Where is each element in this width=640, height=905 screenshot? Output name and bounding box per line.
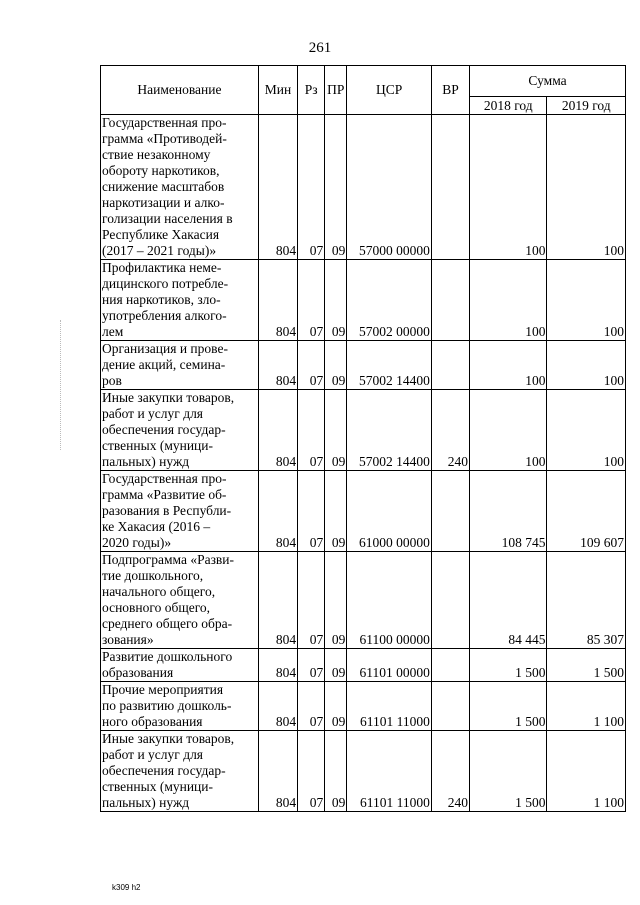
table-row xyxy=(101,552,626,649)
page-number: 261 xyxy=(308,40,332,56)
row-name-line: наркотизации и алко- xyxy=(102,195,225,210)
row-pr: 09 xyxy=(325,682,347,731)
row-name xyxy=(101,552,259,649)
row-amount-2019: 1 100 xyxy=(547,731,626,812)
row-name-line: Республике Хакасия xyxy=(102,227,220,242)
row-name xyxy=(101,115,259,260)
row-name-line: обороту наркотиков, xyxy=(102,163,220,178)
row-name-line: ствие незаконному xyxy=(102,147,211,162)
row-name-line: работ и услуг для xyxy=(102,747,204,762)
row-name-line: разования в Республи- xyxy=(102,503,232,518)
row-rz: 07 xyxy=(298,649,325,682)
row-min: 804 xyxy=(258,341,297,390)
row-name-line: грамма «Развитие об- xyxy=(102,487,227,502)
row-name-line: обеспечения государ- xyxy=(102,422,226,437)
table-row xyxy=(101,731,626,812)
table-row xyxy=(101,115,626,260)
row-name-line: 2020 годы)» xyxy=(102,535,172,550)
row-rz: 07 xyxy=(298,260,325,341)
margin-mark xyxy=(60,320,63,450)
row-name-line: ного образования xyxy=(102,714,203,729)
row-name-line: обеспечения государ- xyxy=(102,763,226,778)
row-amount-2019: 1 500 xyxy=(547,649,626,682)
table-row xyxy=(101,649,626,682)
row-name-line: ния наркотиков, зло- xyxy=(102,292,221,307)
row-name-line: Профилактика неме- xyxy=(102,260,222,275)
row-name xyxy=(101,341,259,390)
row-name-line: ственных (муници- xyxy=(102,438,214,453)
row-name xyxy=(101,390,259,471)
row-pr: 09 xyxy=(325,390,347,471)
row-csr: 57002 14400 xyxy=(347,341,431,390)
row-name-line: лем xyxy=(102,324,124,339)
row-csr: 57002 00000 xyxy=(347,260,431,341)
row-name-line: работ и услуг для xyxy=(102,406,204,421)
row-rz: 07 xyxy=(298,471,325,552)
row-rz: 07 xyxy=(298,115,325,260)
row-vr xyxy=(431,341,469,390)
header-vr: ВР xyxy=(431,66,469,115)
row-pr: 09 xyxy=(325,341,347,390)
row-name xyxy=(101,471,259,552)
header-year-2019: 2019 год xyxy=(547,97,626,115)
header-sum: Сумма xyxy=(470,66,626,97)
row-vr xyxy=(431,649,469,682)
row-pr: 09 xyxy=(325,115,347,260)
row-min: 804 xyxy=(258,115,297,260)
row-name xyxy=(101,649,259,682)
row-pr: 09 xyxy=(325,731,347,812)
header-pr: ПР xyxy=(325,66,347,115)
row-amount-2019: 100 xyxy=(547,341,626,390)
row-vr: 240 xyxy=(431,390,469,471)
row-name-line: голизации населения в xyxy=(102,211,233,226)
row-amount-2018: 108 745 xyxy=(470,471,547,552)
row-name-line: Государственная про- xyxy=(102,115,227,130)
row-name-line: образования xyxy=(102,665,174,680)
row-name-line: основного общего, xyxy=(102,600,211,615)
row-rz: 07 xyxy=(298,552,325,649)
row-name-line: пальных) нужд xyxy=(102,454,190,469)
row-name-line: грамма «Противодей- xyxy=(102,131,227,146)
row-name-line: (2017 – 2021 годы)» xyxy=(102,243,217,258)
row-amount-2019: 100 xyxy=(547,390,626,471)
row-name-line: среднего общего обра- xyxy=(102,616,233,631)
row-pr: 09 xyxy=(325,260,347,341)
row-vr xyxy=(431,260,469,341)
row-name xyxy=(101,682,259,731)
header-rz: Рз xyxy=(298,66,325,115)
row-amount-2019: 1 100 xyxy=(547,682,626,731)
row-min: 804 xyxy=(258,390,297,471)
row-amount-2019: 109 607 xyxy=(547,471,626,552)
row-name-line: употребления алкого- xyxy=(102,308,227,323)
header-csr: ЦСР xyxy=(347,66,431,115)
row-csr: 61000 00000 xyxy=(347,471,431,552)
row-min: 804 xyxy=(258,731,297,812)
header-name: Наименование xyxy=(101,66,259,115)
row-name-line: по развитию дошколь- xyxy=(102,698,232,713)
header-year-2018: 2018 год xyxy=(470,97,547,115)
row-amount-2018: 100 xyxy=(470,390,547,471)
row-amount-2018: 1 500 xyxy=(470,649,547,682)
row-name-line: Прочие мероприятия xyxy=(102,682,224,697)
row-name-line: ке Хакасия (2016 – xyxy=(102,519,211,534)
row-rz: 07 xyxy=(298,731,325,812)
row-name-line: Государственная про- xyxy=(102,471,227,486)
row-csr: 61101 11000 xyxy=(347,731,431,812)
row-name-line: дение акций, семина- xyxy=(102,357,226,372)
budget-table xyxy=(100,65,626,812)
row-amount-2018: 84 445 xyxy=(470,552,547,649)
row-name-line: ров xyxy=(102,373,122,388)
row-csr: 61100 00000 xyxy=(347,552,431,649)
row-csr: 61101 11000 xyxy=(347,682,431,731)
table-row xyxy=(101,682,626,731)
row-name xyxy=(101,260,259,341)
row-amount-2018: 100 xyxy=(470,115,547,260)
row-name xyxy=(101,731,259,812)
row-name-line: начального общего, xyxy=(102,584,216,599)
table-row xyxy=(101,341,626,390)
row-csr: 61101 00000 xyxy=(347,649,431,682)
row-pr: 09 xyxy=(325,649,347,682)
row-amount-2018: 1 500 xyxy=(470,682,547,731)
row-amount-2019: 85 307 xyxy=(547,552,626,649)
table-row xyxy=(101,471,626,552)
row-name-line: Развитие дошкольного xyxy=(102,649,233,664)
row-min: 804 xyxy=(258,471,297,552)
row-rz: 07 xyxy=(298,390,325,471)
row-amount-2018: 1 500 xyxy=(470,731,547,812)
row-pr: 09 xyxy=(325,552,347,649)
row-vr: 240 xyxy=(431,731,469,812)
row-csr: 57002 14400 xyxy=(347,390,431,471)
row-name-line: тие дошкольного, xyxy=(102,568,204,583)
row-vr xyxy=(431,115,469,260)
row-pr: 09 xyxy=(325,471,347,552)
row-name-line: ственных (муници- xyxy=(102,779,214,794)
row-rz: 07 xyxy=(298,341,325,390)
table-body xyxy=(101,115,626,812)
header-min: Мин xyxy=(258,66,297,115)
row-amount-2018: 100 xyxy=(470,341,547,390)
table-row xyxy=(101,260,626,341)
row-amount-2019: 100 xyxy=(547,260,626,341)
table-row xyxy=(101,390,626,471)
row-min: 804 xyxy=(258,552,297,649)
row-name-line: дицинского потребле- xyxy=(102,276,229,291)
row-csr: 57000 00000 xyxy=(347,115,431,260)
row-name-line: Иные закупки товаров, xyxy=(102,731,235,746)
row-amount-2019: 100 xyxy=(547,115,626,260)
row-name-line: Иные закупки товаров, xyxy=(102,390,235,405)
row-vr xyxy=(431,682,469,731)
row-name-line: Организация и прове- xyxy=(102,341,228,356)
row-name-line: пальных) нужд xyxy=(102,795,190,810)
row-min: 804 xyxy=(258,682,297,731)
row-amount-2018: 100 xyxy=(470,260,547,341)
row-min: 804 xyxy=(258,260,297,341)
row-vr xyxy=(431,552,469,649)
row-name-line: Подпрограмма «Разви- xyxy=(102,552,235,567)
row-min: 804 xyxy=(258,649,297,682)
row-rz: 07 xyxy=(298,682,325,731)
row-name-line: снижение масштабов xyxy=(102,179,225,194)
row-vr xyxy=(431,471,469,552)
row-name-line: зования» xyxy=(102,632,154,647)
footer-code: k309 h2 xyxy=(112,883,141,892)
